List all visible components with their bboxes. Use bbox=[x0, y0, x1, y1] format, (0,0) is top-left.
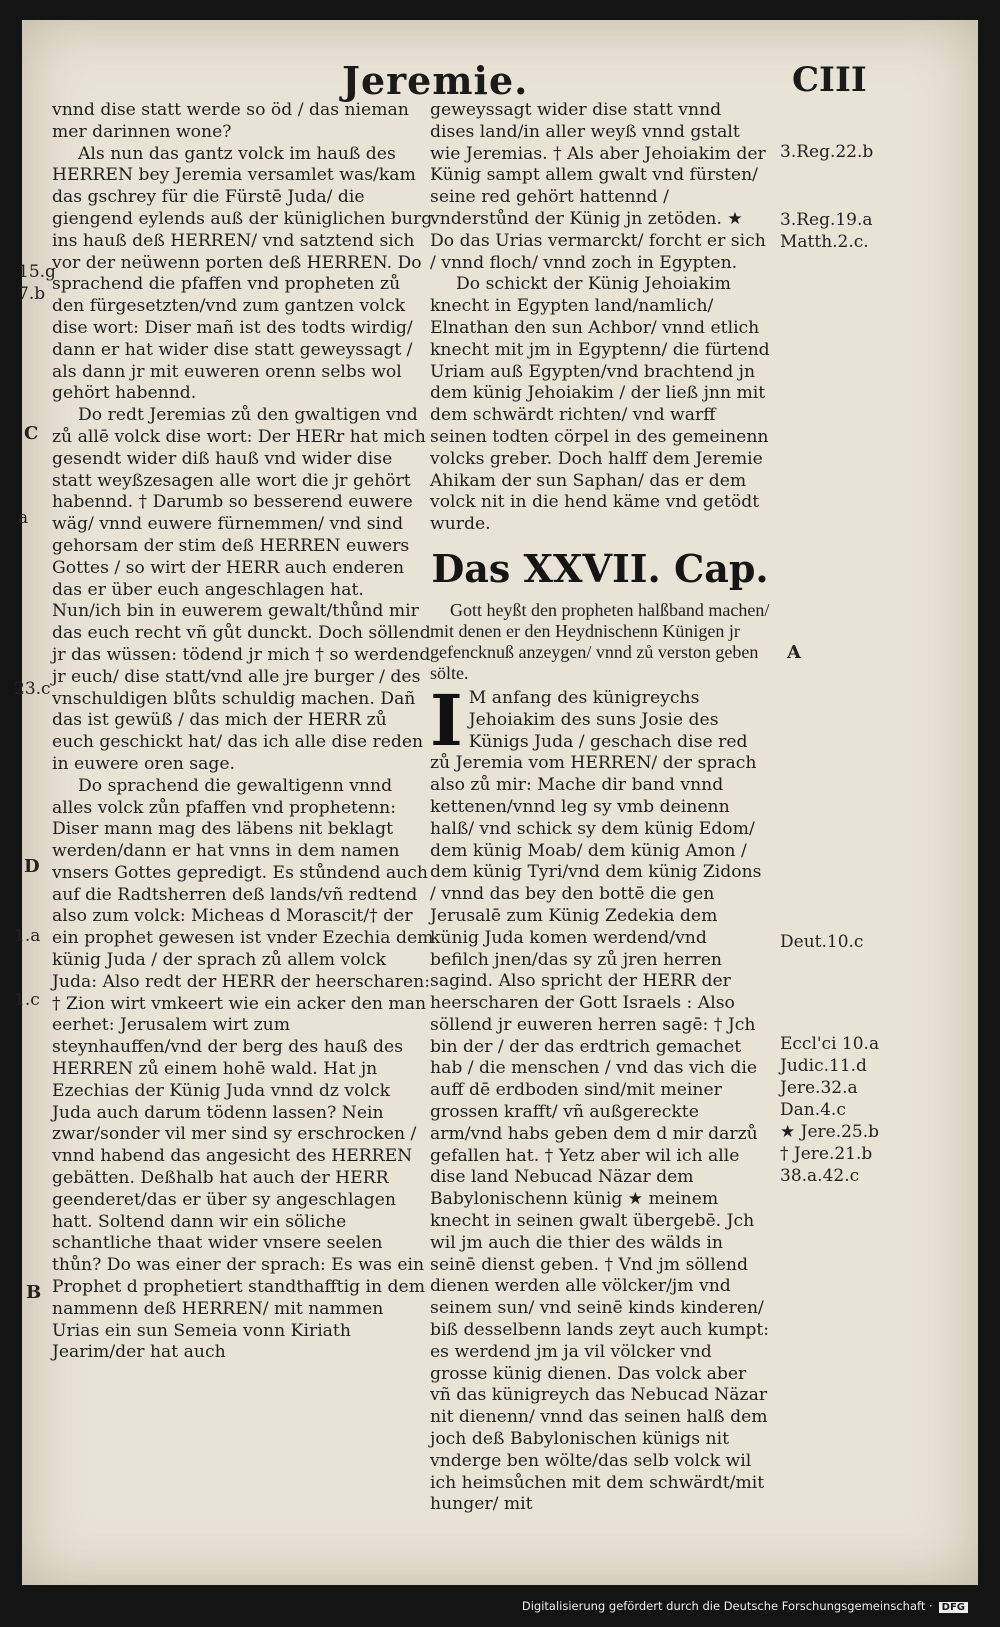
margin-note: Matth.2.c. bbox=[780, 232, 869, 252]
margin-note: Eccl'ci 10.a bbox=[780, 1034, 880, 1054]
chapter-summary: Gott heyßt den propheten halßband machen/ mit denen er den Heydnischenn Künigen jr gefencknuß anzeygen/ vnnd zů verston geben sölte. bbox=[430, 599, 770, 683]
footer-credit-text: Digitalisierung gefördert durch die Deutsche Forschungsgemeinschaft · bbox=[521, 1599, 933, 1613]
page-number: CIII bbox=[792, 60, 867, 100]
margin-note: † Jere.21.b bbox=[780, 1144, 873, 1164]
text-paragraph: Als nun das gantz volck im hauß des HERREN bey Jeremia versamlet was/kam das gschrey für die Fürstē Juda/ die giengend eylends auß der küniglichen burg ins hauß deß HERREN/ vnd satztend sich vor der neüwenn porten deß HERREN. Do sprachend die pfaffen vnd propheten zů den fürgesetzten/vnd zum gantzen volck dise wort: Diser mañ ist des todts wirdig/ dann er hat wider dise statt geweyssagt / als dann jr mit euweren orenn selbs wol gehört habennd. bbox=[52, 143, 433, 404]
margin-note: C bbox=[24, 423, 39, 444]
text-paragraph: Do sprachend die gewaltigenn vnnd alles volck zůn pfaffen vnd prophetenn: Diser mann mag des läbens nit beklagt werden/dann er hat vnns in dem namen vnsers Gottes gepredigt. Es stůndend auch auf die Radtsherren deß lands/vñ redtend also zum volck: Micheas d Morascit/† der ein prophet gewesen ist vnder Ezechia dem künig Juda / der sprach zů allem volck Juda: Also redt der HERR der heerscharen: † Zion wirt vmkeert wie ein acker den man eerhet: Jerusalem wirt zum steynhauffen/vnd der berg des hauß des HERREN zů einem hohē wald. Hat jn Ezechias der Künig Juda vnnd dz volck Juda auch darum tödenn lassen? Nein zwar/sonder vil mer sind sy erschrocken / vnnd habend das angesicht des HERREN gebätten. Deßhalb hat auch der HERR geenderet/das er über sy angeschlagen hatt. Soltend dann wir ein söliche schantliche thaat wider vnsere seelen thůn? Do was einer der sprach: Es was ein Prophet d prophetiert standthafftig in dem nammenn deß HERREN/ mit nammen Urias ein sun Semeia vonn Kiriath Jearim/der hat auch bbox=[52, 775, 434, 1363]
margin-note: 38.a.42.c bbox=[780, 1166, 860, 1186]
margin-note: Jere.32.a bbox=[780, 1078, 858, 1098]
text-paragraph: Do redt Jeremias zů den gwaltigen vnd zů allē volck dise wort: Der HERr hat mich gesendt wider diß hauß vnd wider dise statt weyßzesagen alle wort die jr gehört habennd. † Darumb so besserend euwere wäg/ vnnd euwere fürnemmen/ vnd sind gehorsam der stim deß HERREN euwers Gottes / so wirt der HERR auch enderen das er über euch angeschlagen hat. Nun/ich bin in euwerem gewalt/thůnd mir das euch recht vñ gůt dunckt. Doch söllend jr das wüssen: tödend jr mich † so werdend jr euch/ dise statt/vnd alle jre burger / des vnschuldigen blůts schuldig machen. Dañ das ist gewüß / das mich der HERR zů euch geschickt hat/ das ich alle dise reden in euwere oren sage. bbox=[52, 405, 431, 774]
document-page bbox=[14, 20, 978, 1585]
margin-note: 7.b bbox=[18, 284, 46, 304]
footer-credit bbox=[522, 1599, 968, 1613]
chapter-body bbox=[430, 678, 770, 1516]
footer-bar bbox=[0, 1587, 1000, 1627]
margin-note: B bbox=[26, 1282, 42, 1303]
dfg-logo-badge: DFG bbox=[939, 1602, 968, 1613]
margin-note: 15.g bbox=[18, 262, 56, 282]
margin-note: Judic.11.d bbox=[780, 1056, 867, 1076]
margin-note: 3.Reg.19.a bbox=[780, 210, 873, 230]
right-column bbox=[430, 100, 770, 1516]
left-column bbox=[52, 100, 434, 1364]
text-paragraph: geweyssagt wider dise statt vnnd dises land/in aller weyß vnnd gstalt wie Jeremias. † Als aber Jehoiakim der Künig sampt allem gwalt vnd fürsten/ seine red gehört hattennd / vnderstůnd der Künig jn zetöden. ★ Do das Urias vermarckt/ forcht er sich / vnnd floch/ vnnd zoch in Egypten. bbox=[430, 100, 766, 273]
text-paragraph: vnnd dise statt werde so öd / das nieman mer darinnen wone? bbox=[52, 100, 409, 142]
margin-note: Dan.4.c bbox=[780, 1100, 846, 1120]
chapter-body-text: M anfang des künigreychs Jehoiakim des suns Josie des Künigs Juda / geschach dise red zů Jeremia vom HERREN/ der sprach also zů mir: Mache dir band vnnd kettenen/vnnd leg sy vmb deinenn halß/ vnd schick sy dem künig Edom/ dem künig Moab/ dem künig Amon / dem künig Tyri/vnd dem künig Zidons / vnnd das bey den bottē die gen Jerusalē zum Künig Zedekia dem künig Juda komen werdend/vnd befilch jnen/das sy zů jren herren sagind. Also spricht der HERR der heerscharen der Gott Israels : Also söllend jr euweren herren sagē: † Jch bin der / der das erdtrich gemachet hab / die menschen / vnd das vich die auff dē erdboden sind/mit meiner grossen krafft/ vñ außgereckte arm/vnd habs geben dem d mir darzů gefallen hat. † Yetz aber wil ich alle dise land Nebucad Näzar dem Babylonischenn künig ★ meinem knecht in seinen gwalt übergebē. Jch wil jm auch die thier des wälds in seinē dienst geben. † Vnd jm söllend dienen werden alle völcker/jm vnd seinem sun/ vnd seinē kinds kinderen/ biß desselbenn lands zeyt auch kumpt: es werdend jm ja vil völcker vnd grosse künig dienen. Das volck aber vñ das künigreych das Nebucad Näzar nit dienenn/ vnnd das seinen halß dem joch deß Babylonischen künigs nit vnderge ben wölte/das selb volck wil ich heimsůchen mit dem schwärdt/mit hunger/ mit bbox=[430, 687, 770, 1515]
margin-note: Deut.10.c bbox=[780, 932, 864, 952]
drop-cap-initial: I bbox=[430, 678, 463, 762]
margin-note: 3.Reg.22.b bbox=[780, 142, 874, 162]
running-head: Jeremie. bbox=[342, 58, 529, 103]
chapter-heading: Das XXVII. Cap. bbox=[431, 545, 769, 591]
margin-note: a bbox=[18, 508, 29, 528]
margin-note: A bbox=[787, 642, 801, 663]
margin-note: 1.a bbox=[14, 926, 41, 946]
margin-note: ★ Jere.25.b bbox=[780, 1122, 880, 1142]
text-paragraph: Do schickt der Künig Jehoiakim knecht in Egypten land/namlich/ Elnathan den sun Achbor/ vnnd etlich knecht mit jm in Egyptenn/ die fürtend Uriam auß Egypten/vnd brachtend jn dem künig Jehoiakim / der ließ jnn mit dem schwärdt richten/ vnd warff seinen todten cörpel in des gemeinenn volcks greber. Doch halff dem Jeremie Ahikam der sun Saphan/ das er dem volck nit in die hend käme vnd getödt wurde. bbox=[430, 274, 770, 535]
margin-note: 23.c bbox=[14, 679, 51, 699]
margin-note: 1.c bbox=[14, 990, 40, 1010]
margin-note: D bbox=[24, 856, 40, 877]
